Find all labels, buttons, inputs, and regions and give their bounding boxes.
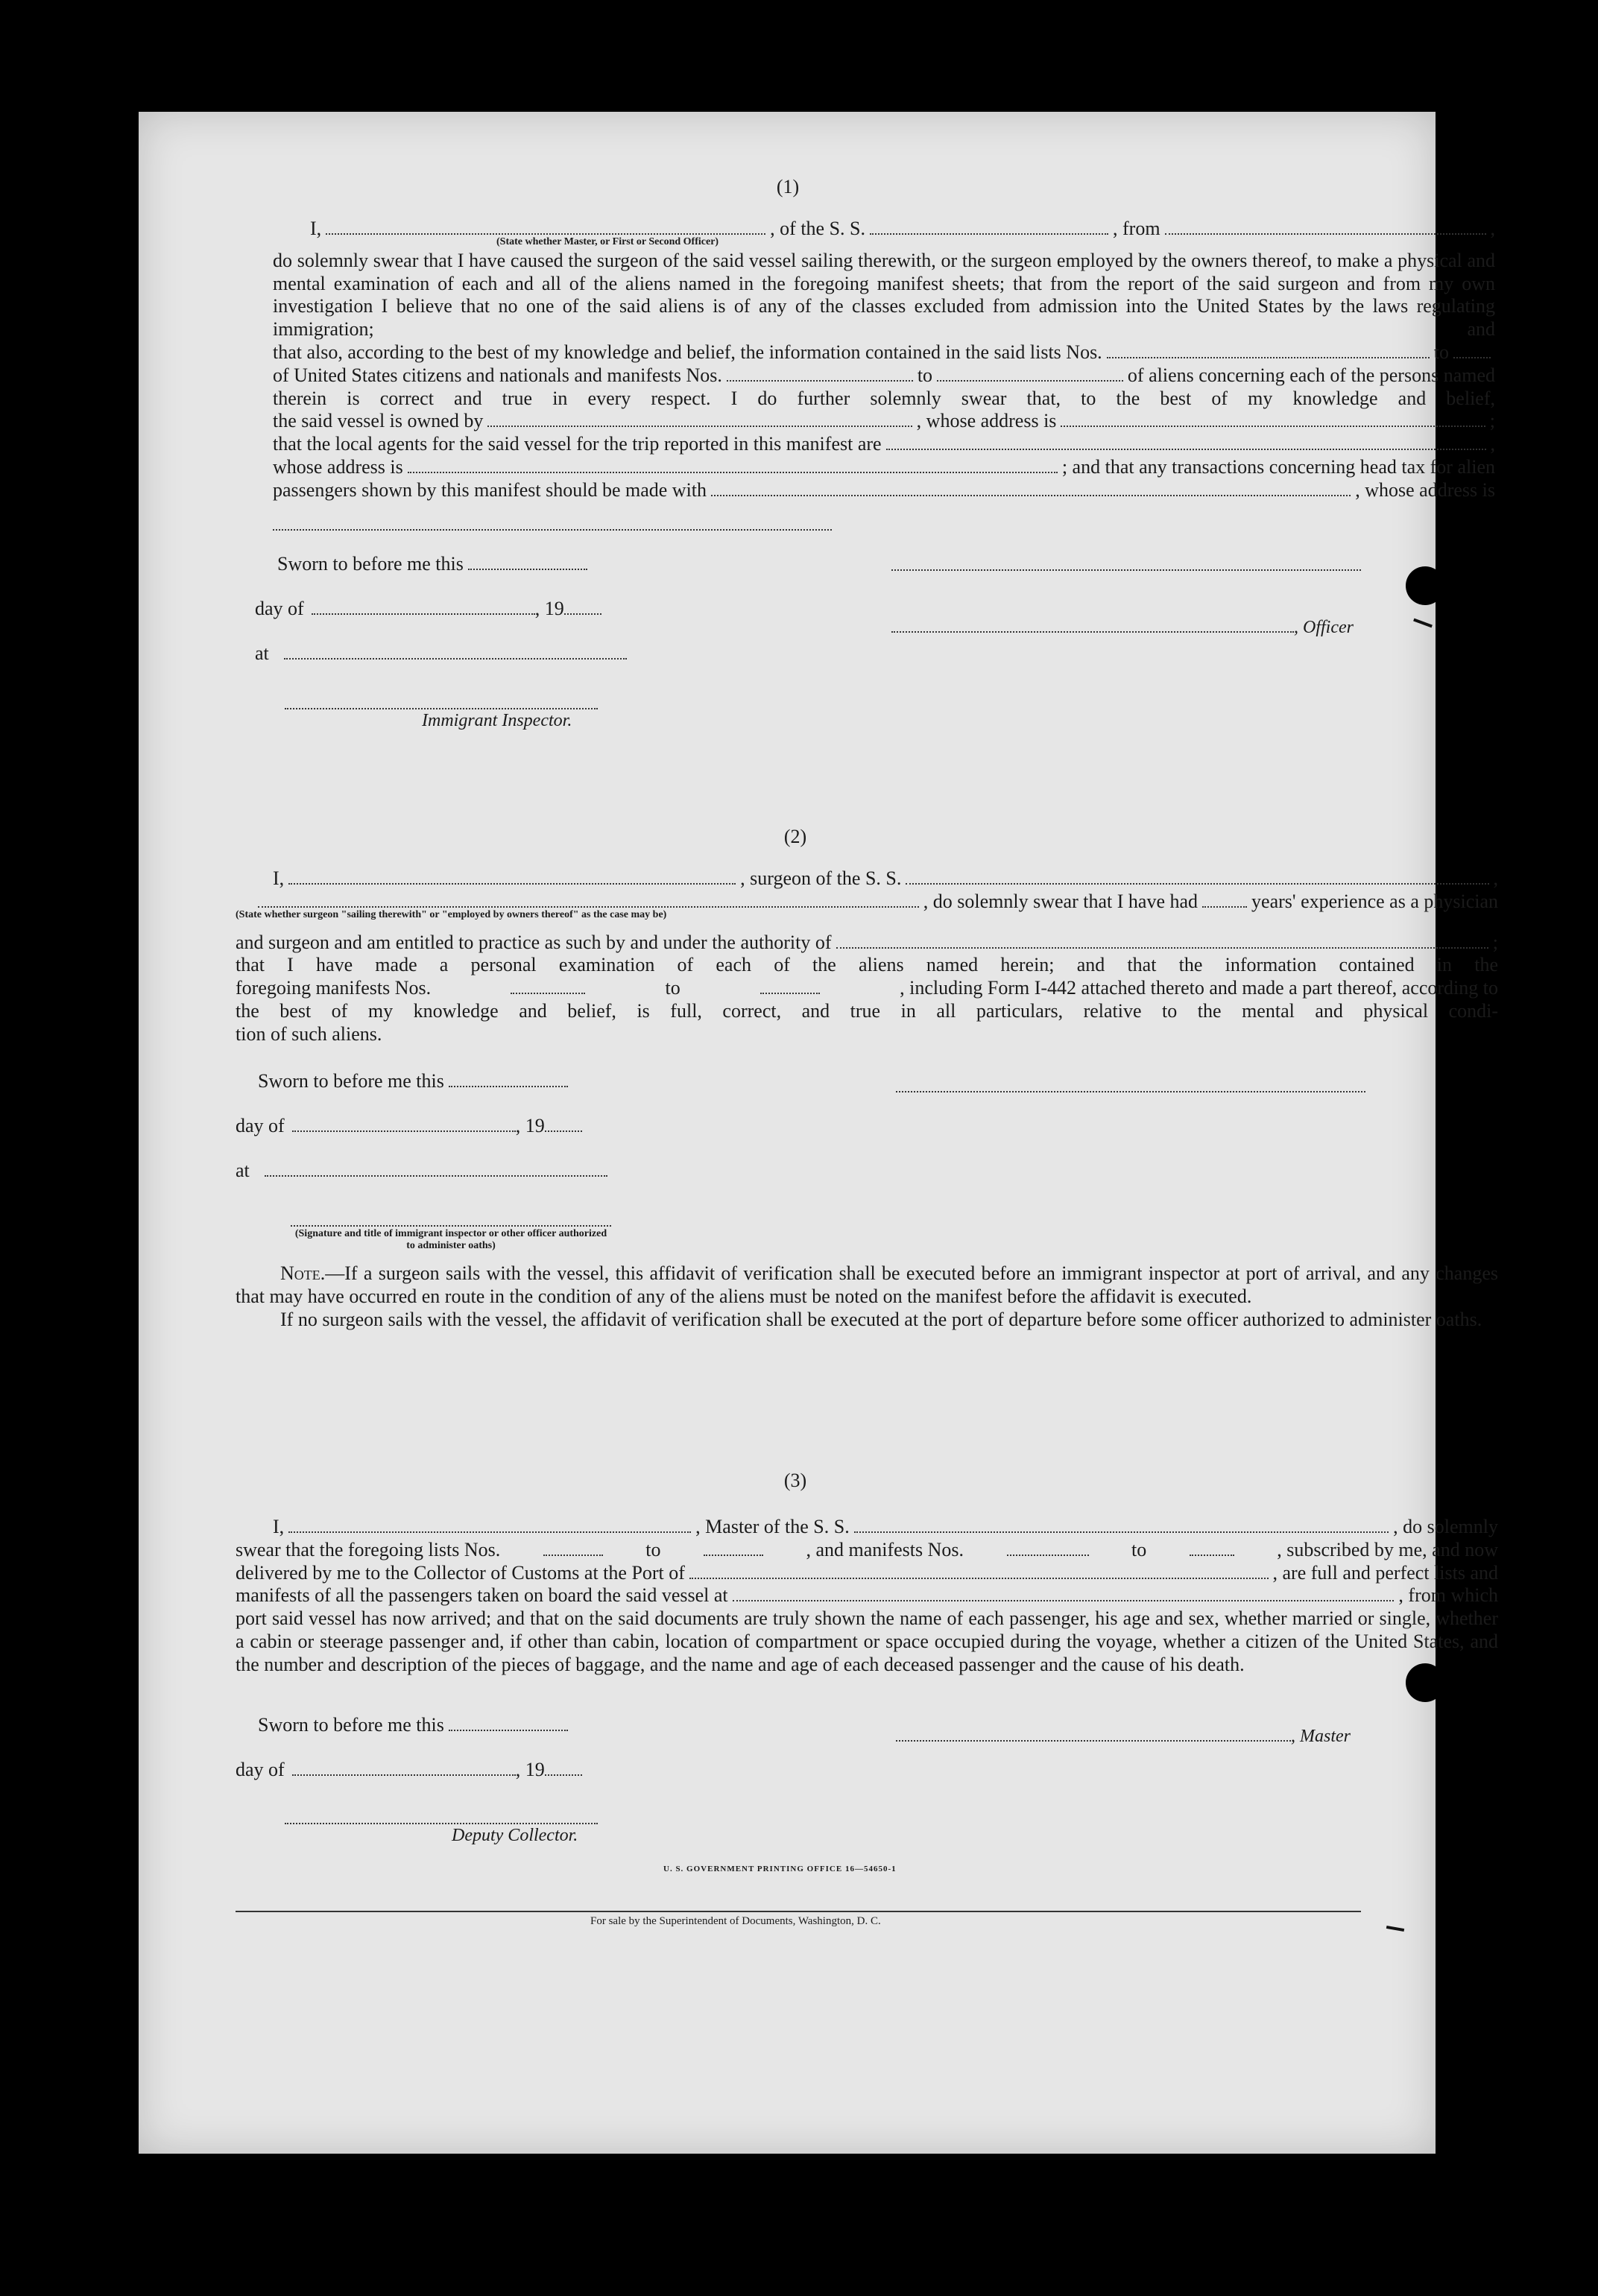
section-2-signature-instruction: (Signature and title of immigrant inspector or other officer authorized to administer oaths) (294, 1228, 607, 1251)
section-3-sworn: Sworn to before me this day of , 19 (236, 1714, 582, 1781)
section-1-sworn: Sworn to before me this day of , 19 at (255, 553, 627, 665)
section-1-number: (1) (776, 176, 800, 197)
immigrant-inspector-label: Immigrant Inspector. (422, 711, 572, 730)
collector-signature-line (285, 1823, 598, 1824)
section-1-oath: I, , of the S. S. , from , (State whether Master, or First or Second Officer) do solemnly swear that I have caused the surgeon of the said vessel sailing therewith, or the surgeon employed by the owners thereof, to make a physical and mental examination of each and all of the aliens named in the foregoing manifest sheets; that from the report of the said surgeon and from my own investigation I believe that no one of the said aliens is of any of the classes excluded from admission into the United States by the laws regulating immigration; and that also, according to the best of my knowledge and belief, the information contained in the said lists Nos. to of United States citizens and nationals and manifests Nos. to of aliens concerning each of the persons named therein is correct and true in every respect. I do further solemnly swear that, to the best of my knowledge and belief, the said vessel is owned by , whose address is ; that the local agents for the said vessel for the trip reported in this manifest are , whose address is ; and that any transactions concerning head tax for alien passengers shown by this manifest should be made with , whose address is (273, 218, 1496, 501)
surgeon-instruction: (State whether surgeon "sailing therewith" or "employed by owners thereof" as the case may be) (236, 908, 667, 920)
surgeon-signature-line (896, 1091, 1365, 1092)
manifest-sheet (139, 112, 1498, 2154)
master-signature: , Master (896, 1724, 1351, 1747)
section-1-address-line (273, 529, 832, 531)
section-2-sworn: Sworn to before me this day of , 19 at (236, 1070, 607, 1182)
section-3-body: port said vessel has now arrived; and that on the said documents are truly shown the name of each passenger, his age and sex, whether married or single, whether a cabin or steerage passenger and, if other than cabin, location of compartment or space occupied during the voyage, whether a citizen of the United States, and the number and description of the pieces of baggage, and the name and age of each deceased passenger and the cause of his death. (236, 1607, 1498, 1675)
section-2-oath: I, , surgeon of the S. S. , , do solemnly swear that I have had years' experience as a physician (State whether surgeon "sailing therewith" or "employed by owners thereof" as the case may be) and surgeon and am entitled to practice as such by and under the authority of ; that I have made a personal examination of each of the aliens named herein; and that the information contained in the foregoing manifests Nos. to , including Form I-442 attached thereto and made a part thereof, according to the best of my knowledge and belief, is full, correct, and true in all particulars, relative to the mental and physical condi- tion of such aliens. (236, 867, 1498, 1045)
bleed-through-text (325, 179, 331, 199)
punch-hole (1406, 1663, 1444, 1702)
footer-rule (236, 1911, 1361, 1912)
officer-signature: , Officer (891, 616, 1354, 638)
section-2-inspector-line (291, 1225, 611, 1227)
section-3-number: (3) (783, 1470, 807, 1491)
section-2-number: (2) (783, 826, 807, 847)
officer-signature-line (891, 569, 1361, 571)
punch-hole (1406, 566, 1444, 605)
master-officer-instruction: (State whether Master, or First or Second Officer) (496, 235, 719, 247)
section-2-note: Note.—If a surgeon sails with the vessel, this affidavit of verification shall be executed before an immigrant inspector at port of arrival, and any changes that may have occurred en route in the condition of any of the aliens must be noted on the manifest before the affidavit is executed. If no surgeon sails with the vessel, the affidavit of verification shall be executed at the port of departure before some officer authorized to administer oaths. (236, 1262, 1498, 1330)
gpo-imprint: U. S. GOVERNMENT PRINTING OFFICE 16—54650-1 (663, 1865, 897, 1873)
sale-notice: For sale by the Superintendent of Documents, Washington, D. C. (590, 1915, 881, 1927)
section-1-body: do solemnly swear that I have caused the surgeon of the said vessel sailing therewith, or the surgeon employed by the owners thereof, to make a physical and mental examination of each and all of the aliens named in the foregoing manifest sheets; that from the report of the said surgeon and from my own investigation I believe that no one of the said aliens is of any of the classes excluded from admission into the United States by the laws regulating immigration; and (273, 249, 1495, 341)
inspector-signature-line (285, 708, 598, 709)
section-3-oath: I, , Master of the S. S. , do solemnly swear that the foregoing lists Nos. to , and manifests Nos. to , subscribed by me, and now delivered by me to the Collector of Customs at the Port of , are full and perfect lists and manifests of all the passengers taken on board the said vessel at , from which port said vessel has now arrived; and that on the said documents are truly shown the name of each passenger, his age and sex, whether married or single, whether a cabin or steerage passenger and, if other than cabin, location of compartment or space occupied during the voyage, whether a citizen of the United States, and the number and description of the pieces of baggage, and the name and age of each deceased passenger and the cause of his death. (236, 1516, 1498, 1675)
deputy-collector-label: Deputy Collector. (452, 1826, 578, 1845)
